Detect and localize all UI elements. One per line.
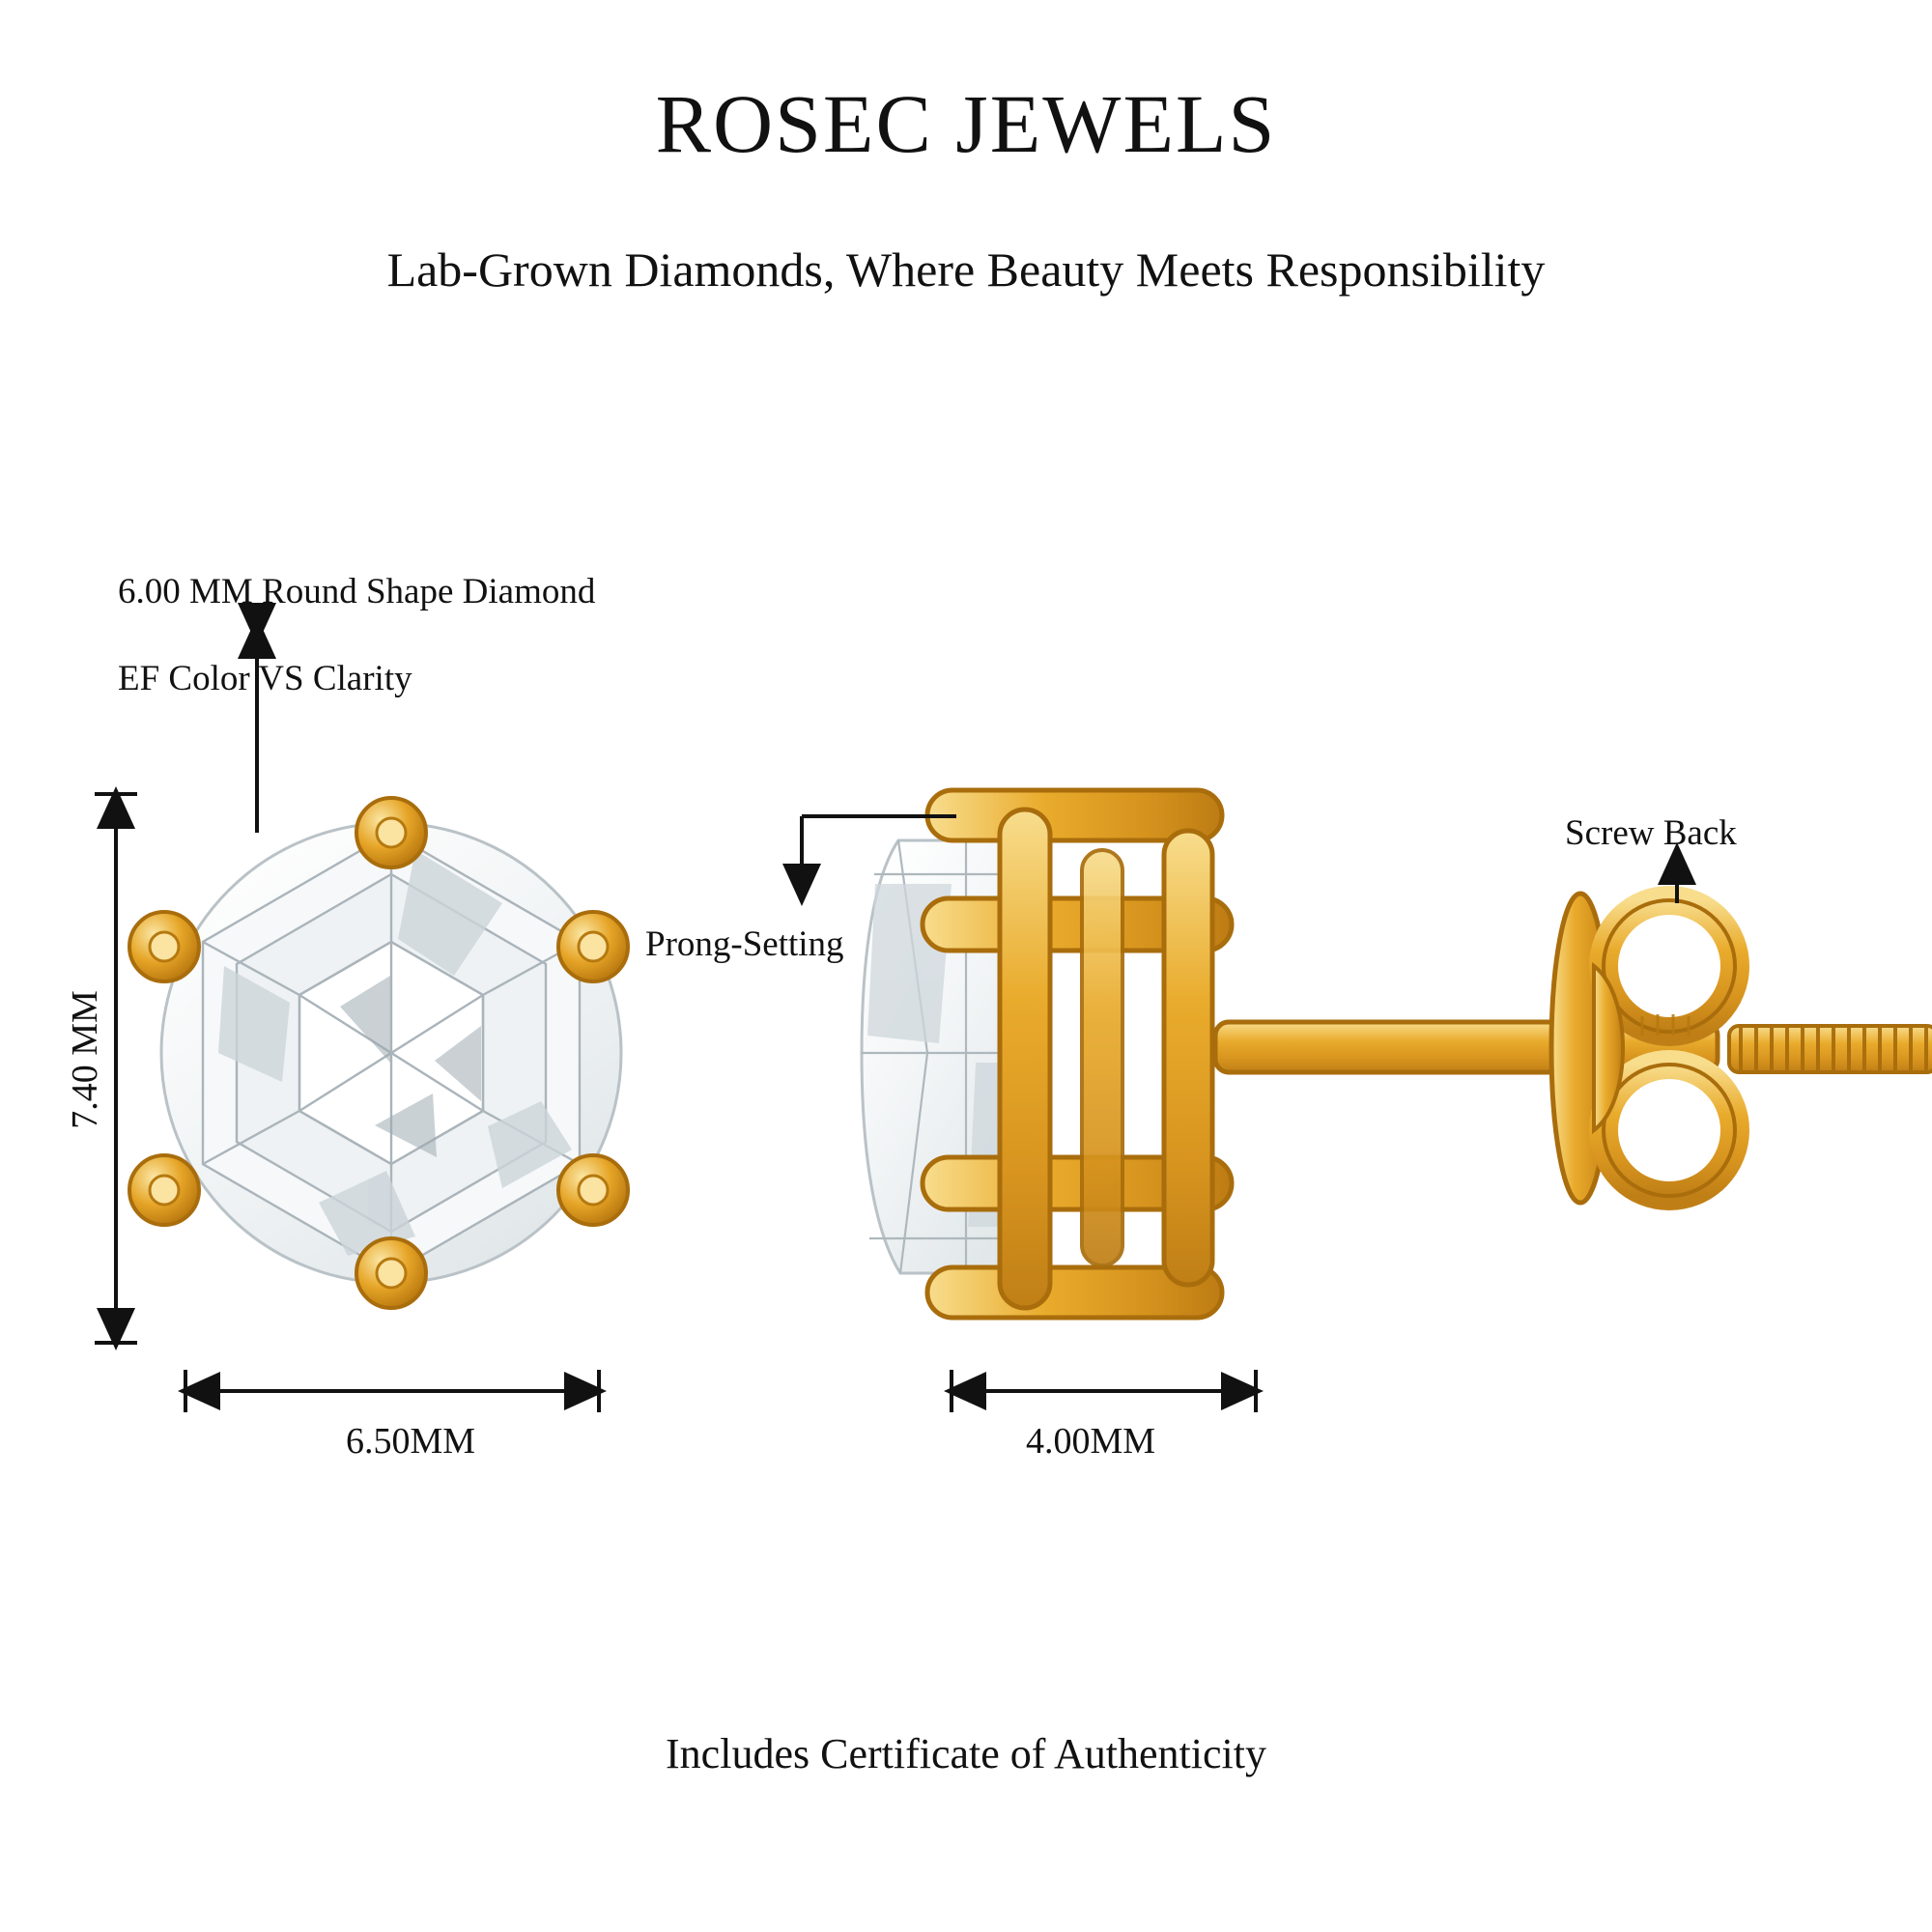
height-dimension-label: 7.40 MM: [65, 990, 105, 1129]
side-width-dimension-label: 4.00MM: [1026, 1421, 1156, 1462]
diamond-spec-line-2: EF Color VS Clarity: [118, 659, 412, 699]
diamond-spec-callout: [82, 526, 595, 745]
diamond-front-view: [129, 798, 628, 1308]
front-width-dimension-label: 6.50MM: [346, 1421, 476, 1462]
page-title: ROSEC JEWELS: [655, 77, 1277, 170]
screw-back: [1551, 894, 1932, 1203]
page-subtitle: Lab-Grown Diamonds, Where Beauty Meets Responsibility: [386, 242, 1546, 297]
screw-back-callout: Screw Back: [1565, 813, 1737, 853]
certificate-note: Includes Certificate of Authenticity: [666, 1730, 1266, 1777]
prong-setting-callout: Prong-Setting: [645, 924, 844, 964]
diamond-spec-line-1: 6.00 MM Round Shape Diamond: [118, 572, 596, 612]
